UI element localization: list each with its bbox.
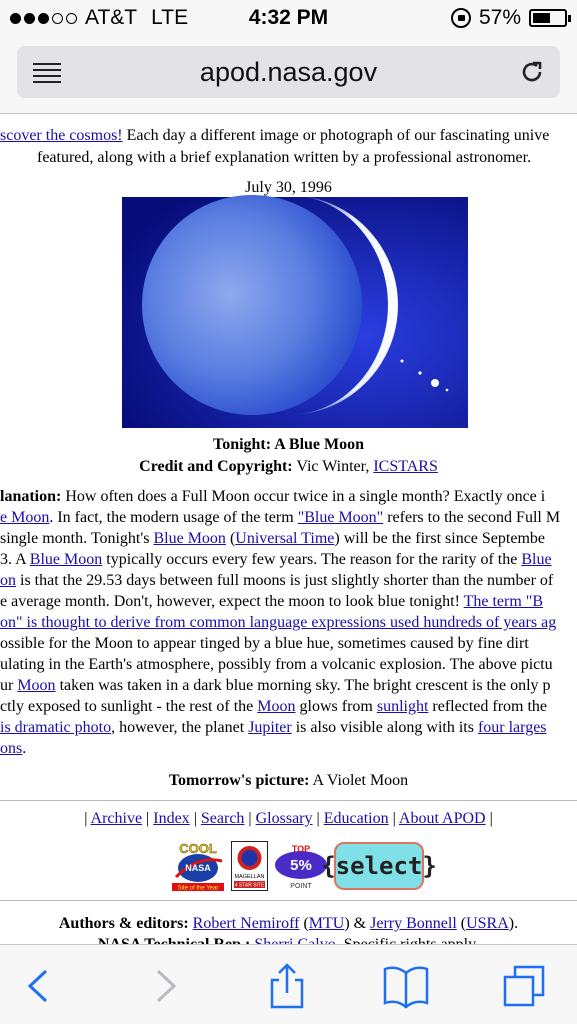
magellan-badge[interactable]: [231, 841, 268, 891]
explanation-text: single month. Tonight's: [0, 530, 154, 547]
blue-moon-link[interactable]: e Moon: [0, 509, 50, 526]
explanation-text: is that the 29.53 days between full moons is just slightly shorter than the number of: [16, 572, 554, 589]
mtu-link[interactable]: MTU: [308, 915, 345, 932]
index-link[interactable]: Index: [153, 810, 190, 827]
explanation-line: [0, 675, 551, 696]
four-moons-link[interactable]: ons: [0, 740, 23, 757]
explanation-line: [0, 612, 556, 633]
explanation-text: .: [22, 740, 27, 757]
blue-moon-link[interactable]: on: [0, 572, 16, 589]
bookmarks-icon[interactable]: [383, 963, 429, 1009]
explanation-text: typically occurs every few years. The reason for the rarity of the: [102, 551, 522, 568]
svg-text:POINT: POINT: [290, 883, 312, 890]
blue-moon-link[interactable]: Blue Moon: [153, 530, 226, 547]
moon-link[interactable]: Moon: [257, 698, 296, 715]
tabs-icon[interactable]: [501, 963, 547, 1009]
svg-text:Site of the Year: Site of the Year: [177, 885, 219, 892]
nemiroff-link[interactable]: Robert Nemiroff: [192, 915, 300, 932]
four-moons-link[interactable]: four larges: [477, 719, 547, 736]
forward-icon[interactable]: [142, 963, 188, 1009]
explanation-line: ossible for the Moon to appear tinged by a blue hue, sometimes caused by fine dirt: [0, 635, 529, 652]
education-link[interactable]: Education: [323, 810, 389, 827]
status-bar: [0, 0, 577, 38]
blue-moon-term-link[interactable]: "Blue Moon": [297, 509, 384, 526]
term-origin-link[interactable]: on" is thought to derive from common language expressions used hundreds of years ag: [0, 614, 557, 631]
explanation-line: [0, 507, 560, 528]
explanation-text: glows from: [295, 698, 377, 715]
explanation-text: , however, the planet: [111, 719, 249, 736]
explanation-text: ctly exposed to sunlight - the rest of the: [0, 698, 258, 715]
share-icon[interactable]: [264, 963, 310, 1009]
credit-line: [0, 456, 577, 477]
discover-cosmos-link[interactable]: scover the cosmos!: [0, 127, 123, 144]
explanation-line: [0, 570, 553, 591]
apod-image[interactable]: [122, 197, 468, 428]
explanation-line: [0, 549, 552, 570]
explanation-text: How often does a Full Moon occur twice in a single month? Exactly once i: [61, 488, 546, 505]
svg-text:MAGELLAN: MAGELLAN: [234, 874, 265, 880]
carrier-label: AT&T: [85, 6, 138, 29]
moon-link[interactable]: Moon: [17, 677, 56, 694]
explanation-text: reflected from the: [428, 698, 548, 715]
term-origin-link[interactable]: The term "B: [463, 593, 544, 610]
select-badge[interactable]: [321, 841, 437, 891]
title-prefix: Tonight:: [212, 436, 272, 453]
browser-header: [0, 38, 577, 114]
about-apod-link[interactable]: About APOD: [398, 810, 486, 827]
jupiter-link[interactable]: Jupiter: [248, 719, 292, 736]
blue-moon-link[interactable]: Blue Moon: [29, 551, 103, 568]
explanation-text: refers to the second Full M: [383, 509, 561, 526]
authors-label: Authors & editors:: [58, 915, 189, 932]
explanation-line: [0, 591, 543, 612]
explanation-line: [0, 486, 545, 507]
credit-label: Credit and Copyright:: [139, 458, 293, 475]
explanation-text: e average month. Don't, however, expect the moon to look blue tonight!: [0, 593, 464, 610]
search-link[interactable]: Search: [200, 810, 245, 827]
svg-text:4 STAR SITE: 4 STAR SITE: [234, 882, 265, 889]
explanation-text: is also visible along with its: [291, 719, 478, 736]
battery-percent: 57%: [478, 6, 521, 29]
explanation-line: [0, 717, 547, 738]
svg-text:5%: 5%: [290, 857, 312, 874]
authors-line: Authors & editors: Robert Nemiroff (MTU) & Jerry Bonnell (USRA).: [58, 915, 519, 932]
glossary-link[interactable]: Glossary: [255, 810, 313, 827]
usra-link[interactable]: USRA: [466, 915, 509, 932]
cool-nasa-badge[interactable]: [170, 841, 226, 891]
intro-line-1: [0, 125, 549, 146]
tomorrow-label: Tomorrow's picture:: [168, 772, 310, 789]
dramatic-photo-link[interactable]: is dramatic photo: [0, 719, 112, 736]
address-bar[interactable]: [17, 46, 560, 98]
archive-link[interactable]: Archive: [90, 810, 143, 827]
explanation-text: ur: [0, 677, 18, 694]
universal-time-link[interactable]: Universal Time: [235, 530, 335, 547]
network-label: LTE: [151, 6, 189, 29]
explanation-line: [0, 528, 545, 549]
blue-moon-link[interactable]: Blue: [521, 551, 552, 568]
explanation-text: . In fact, the modern usage of the term: [49, 509, 298, 526]
intro-line-2: featured, along with a brief explanation written by a professional astronomer.: [37, 149, 532, 166]
explanation-text: 3. A: [0, 551, 30, 568]
svg-text:{select}: {select}: [321, 852, 437, 880]
back-icon[interactable]: [16, 963, 62, 1009]
nav-links: | Archive | Index | Search | Glossary | Education | About APOD |: [84, 810, 493, 827]
clock: 4:32 PM: [248, 6, 329, 29]
rotation-lock-icon: [451, 8, 471, 28]
divider: [0, 800, 577, 801]
explanation-line: [0, 738, 26, 759]
svg-text:TOP: TOP: [291, 844, 311, 854]
explanation-text: taken was taken in a dark blue morning sky. The bright crescent is the only p: [55, 677, 551, 694]
tomorrow-text: A Violet Moon: [309, 772, 409, 789]
explanation-label: lanation:: [0, 488, 62, 505]
web-page: [0, 115, 577, 944]
explanation-line: [0, 696, 547, 717]
icstars-link[interactable]: ICSTARS: [373, 458, 438, 475]
image-title: [0, 434, 577, 455]
bonnell-link[interactable]: Jerry Bonnell: [370, 915, 457, 932]
browser-toolbar: [0, 944, 577, 1024]
credit-name: Vic Winter,: [292, 458, 374, 475]
divider: [0, 900, 577, 901]
battery-icon: [529, 9, 567, 27]
reload-icon[interactable]: [518, 58, 546, 86]
explanation-text: (: [225, 530, 236, 547]
explanation-line: ulating in the Earth's atmosphere, possibly from a volcanic explosion. The above pictu: [0, 656, 553, 673]
intro-text: Each day a different image or photograph of our fascinating unive: [122, 127, 550, 144]
svg-text:NASA: NASA: [185, 863, 211, 873]
title-name: A Blue Moon: [274, 436, 365, 453]
explanation-text: ) will be the first since Septembe: [334, 530, 545, 547]
svg-text:COOL: COOL: [179, 841, 217, 856]
url-text[interactable]: apod.nasa.gov: [199, 57, 378, 87]
tomorrow-line: [0, 770, 577, 791]
apod-date: July 30, 1996: [245, 179, 332, 196]
sunlight-link[interactable]: sunlight: [376, 698, 429, 715]
